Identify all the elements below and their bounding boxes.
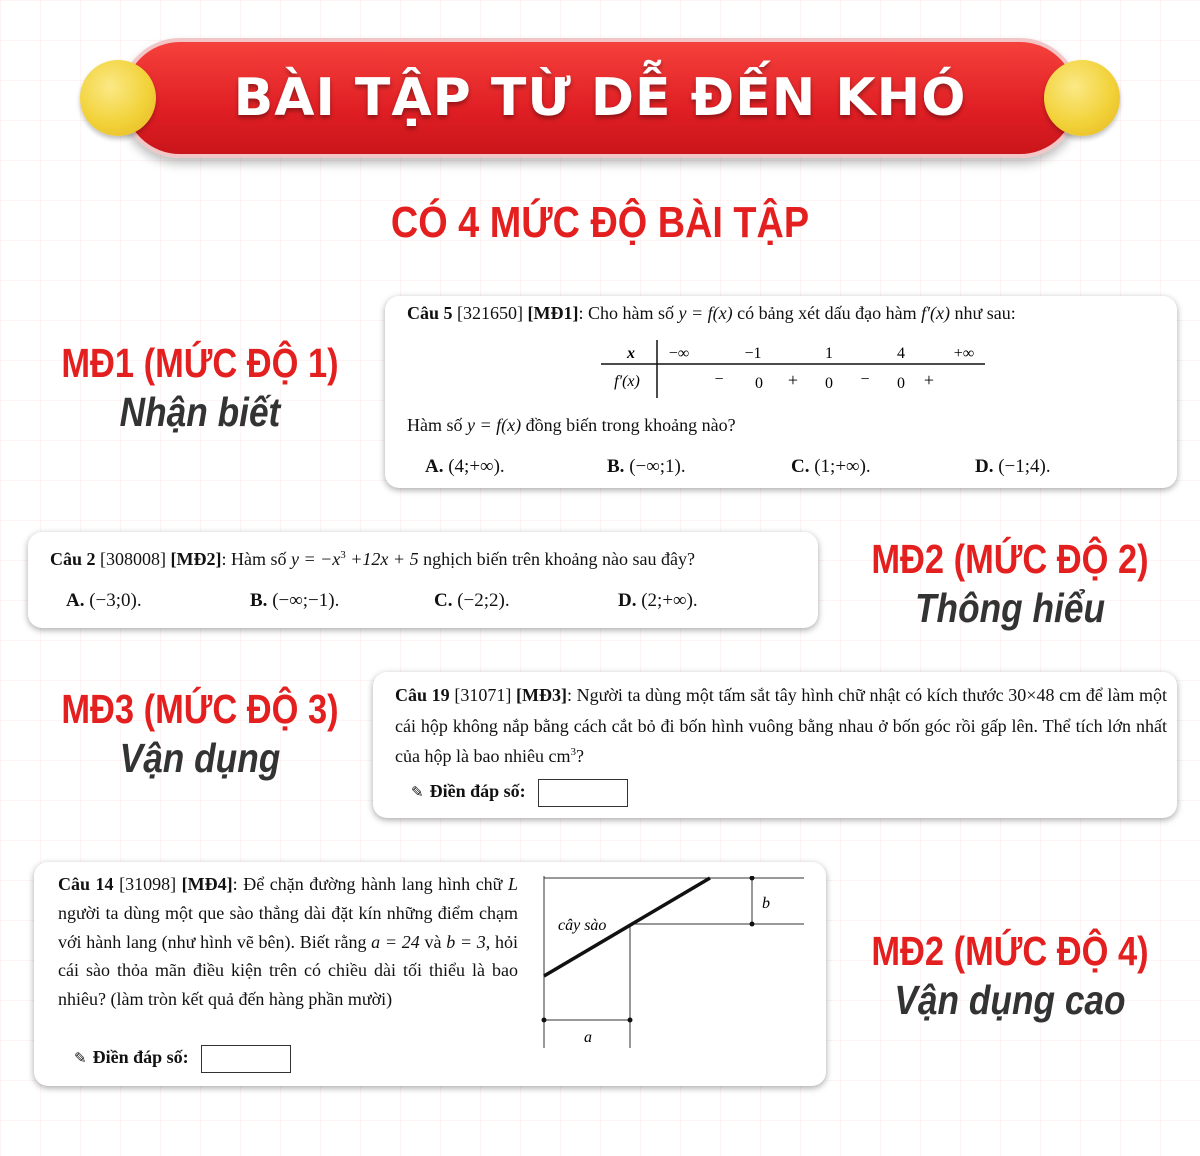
question-3-id: [31071] xyxy=(454,685,512,705)
level-4-name: Vận dụng cao xyxy=(894,977,1126,1023)
q2-option-d-value: (2;+∞). xyxy=(641,590,698,611)
right-dot-ornament xyxy=(1044,60,1120,136)
question-3-answer xyxy=(411,778,628,807)
question-4-cond-b: b = 3 xyxy=(446,931,486,952)
sign-table-x-2: 1 xyxy=(825,345,833,362)
corridor-figure xyxy=(540,876,810,1052)
question-4-and: và xyxy=(424,931,442,952)
level-2-label xyxy=(840,536,1180,632)
question-4-intro: : Để chặn đường hành lang hình chữ xyxy=(232,874,503,894)
question-2-exp: 3 xyxy=(340,549,346,561)
q2-option-a[interactable] xyxy=(66,586,142,615)
question-2-intro: : Hàm số xyxy=(221,549,287,569)
q2-option-a-value: (−3;0). xyxy=(89,590,142,611)
banner-pill xyxy=(120,38,1080,158)
question-3-answer-label: Điền đáp số: xyxy=(429,781,526,801)
level-1-name: Nhận biết xyxy=(119,389,281,435)
q2-option-d[interactable] xyxy=(618,586,698,615)
question-card-3 xyxy=(373,672,1177,818)
sign-table-sign-2: + xyxy=(787,370,799,390)
question-2-func: y = −x xyxy=(291,549,341,569)
question-4-id: [31098] xyxy=(119,874,177,894)
question-4-text xyxy=(58,870,518,1014)
q2-option-c[interactable] xyxy=(434,586,510,615)
sign-table-sign-4: − xyxy=(860,371,870,388)
sign-table-x-0: −∞ xyxy=(668,345,690,362)
question-4-label: Câu 14 xyxy=(58,874,114,894)
level-3-label xyxy=(30,686,370,782)
option-c-letter: C. xyxy=(791,456,810,477)
sign-table-x-4: +∞ xyxy=(953,345,975,362)
question-1-end: như sau: xyxy=(954,303,1016,323)
level-2-code: MĐ2 (MỨC ĐỘ 2) xyxy=(871,536,1149,582)
question-card-2 xyxy=(28,532,818,628)
question-1-prompt-func: y = f(x) xyxy=(467,415,522,435)
question-1-func: y = f(x) xyxy=(678,303,733,323)
question-3-end: ? xyxy=(575,746,584,767)
question-4-end: , hỏi cái sào thỏa mãn điều kiện trên có chiều dài tối thiểu là bao nhiêu? (làm tròn kết quả đến hàng phần mười) xyxy=(58,931,518,1010)
sign-table-sign-3: 0 xyxy=(825,375,833,392)
question-3-intro: : Người ta dùng một tấm sắt tây hình chữ nhật có kích thước xyxy=(566,685,1004,705)
question-1-text xyxy=(407,300,1157,328)
left-dot-ornament xyxy=(80,60,156,136)
question-3-label: Câu 19 xyxy=(395,685,450,705)
question-1-deriv: f′(x) xyxy=(921,303,950,323)
question-4-answer xyxy=(74,1044,291,1073)
sign-table xyxy=(601,336,1001,402)
pencil-icon: ✎ xyxy=(411,783,424,801)
page-title: BÀI TẬP TỪ DỄ ĐẾN KHÓ xyxy=(233,68,967,128)
question-2-end: nghịch biến trên khoảng nào sau đây? xyxy=(423,549,695,569)
a-label: a xyxy=(584,1029,592,1046)
b-label: b xyxy=(762,895,770,912)
question-4-body: người ta dùng một que sào thẳng dài đặt kín những điểm chạm với hành lang (như hình vẽ bên). Biết rằng xyxy=(58,902,518,952)
question-1-label: Câu 5 xyxy=(407,303,453,323)
question-3-body: để làm một cái hộp không nắp bằng cách cắt bỏ đi bốn hình vuông bằng nhau ở bốn góc rồi gấp lên. Thể tích lớn nhất của hộp là bao nhiêu xyxy=(395,685,1168,767)
q2-option-b[interactable] xyxy=(250,586,339,615)
question-card-1 xyxy=(385,296,1177,488)
sign-table-sign-5: 0 xyxy=(897,375,905,392)
option-b-letter: B. xyxy=(607,456,625,477)
question-1-prompt-start: Hàm số xyxy=(407,415,463,435)
question-3-level: [MĐ3] xyxy=(515,685,567,705)
question-4-letter-l: L xyxy=(507,874,518,894)
question-3-dims: 30×48 cm xyxy=(1008,685,1082,705)
pole-label: cây sào xyxy=(558,917,607,934)
question-1-prompt xyxy=(407,412,736,440)
question-1-intro: : Cho hàm số xyxy=(578,303,675,323)
question-3-answer-input[interactable] xyxy=(538,779,628,807)
sign-table-sign-0: − xyxy=(714,371,724,388)
question-1-id: [321650] xyxy=(457,303,524,323)
pencil-icon: ✎ xyxy=(74,1049,87,1067)
question-1-level: [MĐ1] xyxy=(527,303,579,323)
sign-table-x-1: −1 xyxy=(744,345,762,362)
sign-table-sign-6: + xyxy=(923,370,935,390)
page-subtitle: CÓ 4 MỨC ĐỘ BÀI TẬP xyxy=(390,198,810,247)
question-4-cond-a: a = 24 xyxy=(371,931,420,952)
q2-option-b-letter: B. xyxy=(250,590,268,611)
option-c-value: (1;+∞). xyxy=(814,456,871,477)
sign-table-x-3: 4 xyxy=(897,345,905,362)
title-banner xyxy=(80,38,1120,162)
question-card-4 xyxy=(34,862,826,1086)
question-3-unit-exp: 3 xyxy=(570,746,576,759)
question-2-level: [MĐ2] xyxy=(170,549,222,569)
sign-table-x-label: x xyxy=(627,345,635,362)
question-2-func-rest: +12x + 5 xyxy=(345,549,419,569)
question-1-options xyxy=(425,452,1145,482)
question-4-answer-label: Điền đáp số: xyxy=(92,1047,189,1067)
question-2-text xyxy=(50,546,798,574)
sign-table-fx-label: f′(x) xyxy=(614,373,640,390)
question-1-prompt-end: đồng biến trong khoảng nào? xyxy=(525,415,736,435)
level-3-name: Vận dụng xyxy=(119,735,281,781)
question-3-unit: cm xyxy=(548,746,571,767)
option-a-value: (4;+∞). xyxy=(448,456,505,477)
option-d[interactable] xyxy=(975,452,1051,481)
question-3-text xyxy=(395,680,1167,772)
q2-option-c-value: (−2;2). xyxy=(457,590,510,611)
level-3-code: MĐ3 (MỨC ĐỘ 3) xyxy=(61,686,339,732)
sign-table-sign-1: 0 xyxy=(755,375,763,392)
option-a[interactable] xyxy=(425,452,505,481)
level-4-code: MĐ2 (MỨC ĐỘ 4) xyxy=(871,928,1149,974)
option-b-value: (−∞;1). xyxy=(629,456,686,477)
question-2-label: Câu 2 xyxy=(50,549,96,569)
q2-option-b-value: (−∞;−1). xyxy=(272,590,340,611)
question-1-middle: có bảng xét dấu đạo hàm xyxy=(737,303,917,323)
question-4-level: [MĐ4] xyxy=(181,874,233,894)
level-1-code: MĐ1 (MỨC ĐỘ 1) xyxy=(61,340,339,386)
question-2-id: [308008] xyxy=(100,549,167,569)
option-a-letter: A. xyxy=(425,456,444,477)
option-d-value: (−1;4). xyxy=(998,456,1051,477)
option-d-letter: D. xyxy=(975,456,994,477)
q2-option-d-letter: D. xyxy=(618,590,637,611)
level-2-name: Thông hiểu xyxy=(915,585,1105,631)
option-c[interactable] xyxy=(791,452,871,481)
question-4-answer-input[interactable] xyxy=(201,1045,291,1073)
q2-option-c-letter: C. xyxy=(434,590,453,611)
level-4-label xyxy=(840,928,1180,1024)
level-1-label xyxy=(30,340,370,436)
q2-option-a-letter: A. xyxy=(66,590,85,611)
option-b[interactable] xyxy=(607,452,686,481)
question-2-options xyxy=(66,586,786,616)
